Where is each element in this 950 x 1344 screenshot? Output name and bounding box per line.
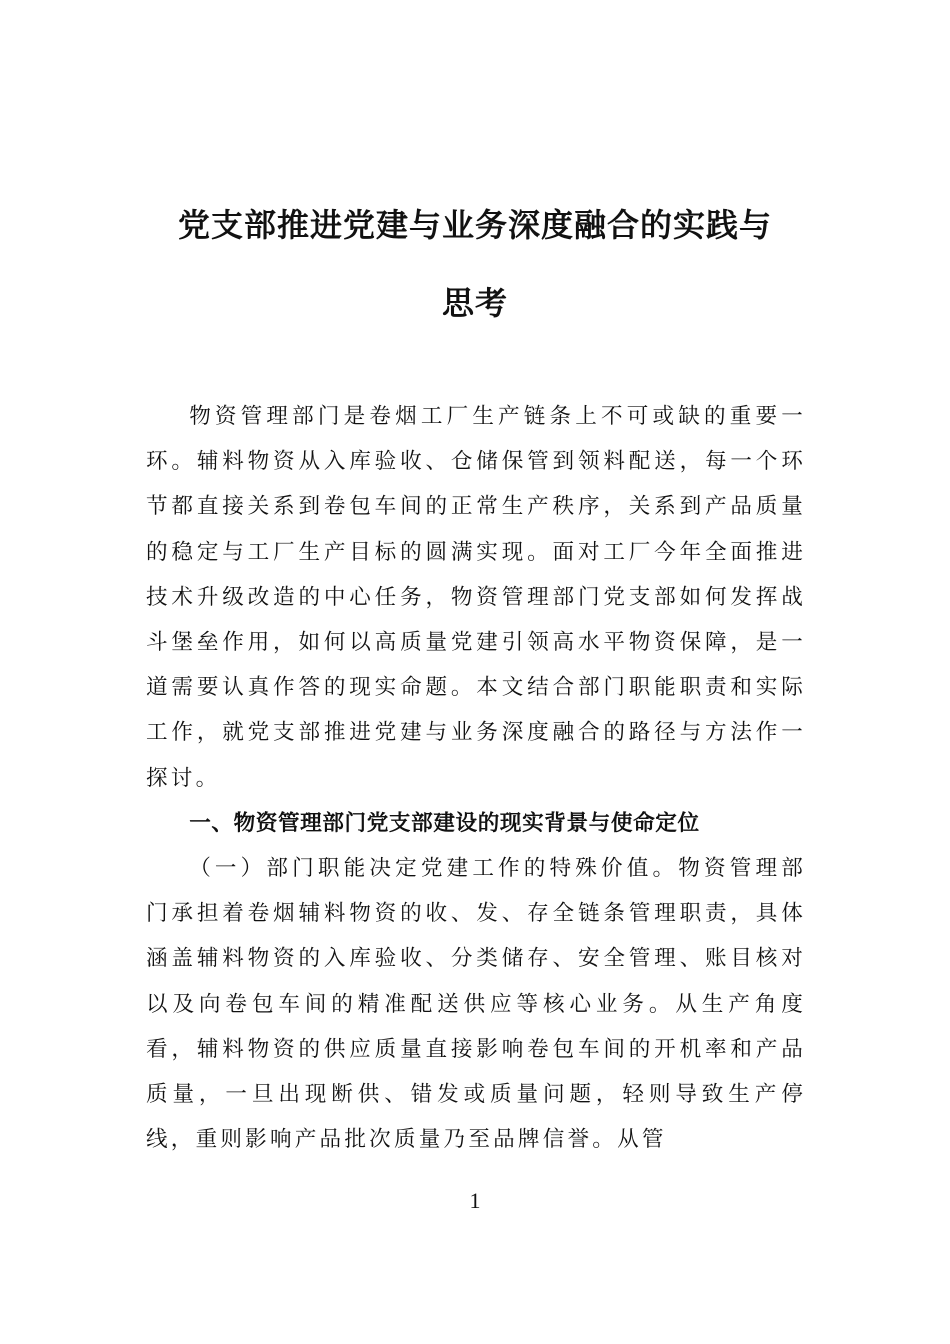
title-line-2: 思考: [441, 284, 508, 322]
intro-paragraph: 物资管理部门是卷烟工厂生产链条上不可或缺的重要一环。辅料物资从入库验收、仓储保管到领料配送，每一个环节都直接关系到卷包车间的正常生产秩序，关系到产品质量的稳定与工厂生产目标的圆满实现。面对工厂今年全面推进技术升级改造的中心任务，物资管理部门党支部如何发挥战斗堡垒作用，如何以高质量党建引领高水平物资保障，是一道需要认真作答的现实命题。本文结合部门职能职责和实际工作，就党支部推进党建与业务深度融合的路径与方法作一探讨。: [146, 404, 806, 791]
page-number: 1: [469, 1188, 481, 1213]
subsection-paragraph: [146, 846, 806, 1162]
subsection-text: 物资管理部门承担着卷烟辅料物资的收、发、存全链条管理职责，具体涵盖辅料物资的入库验收、分类储存、安全管理、账目核对以及向卷包车间的精准配送供应等核心业务。从生产角度看，辅料物资的供应质量直接影响卷包车间的开机率和产品质量，一旦出现断供、错发或质量问题，轻则导致生产停线，重则影响产品批次质量乃至品牌信誉。从管: [146, 856, 806, 1153]
document-body: [146, 394, 806, 1162]
subsection-lead: （一）部门职能决定党建工作的特殊价值。: [189, 856, 679, 882]
section-heading: 一、物资管理部门党支部建设的现实背景与使命定位: [189, 810, 700, 836]
title-line-1: 党支部推进党建与业务深度融合的实践与: [177, 206, 772, 244]
document-title: [120, 186, 830, 342]
